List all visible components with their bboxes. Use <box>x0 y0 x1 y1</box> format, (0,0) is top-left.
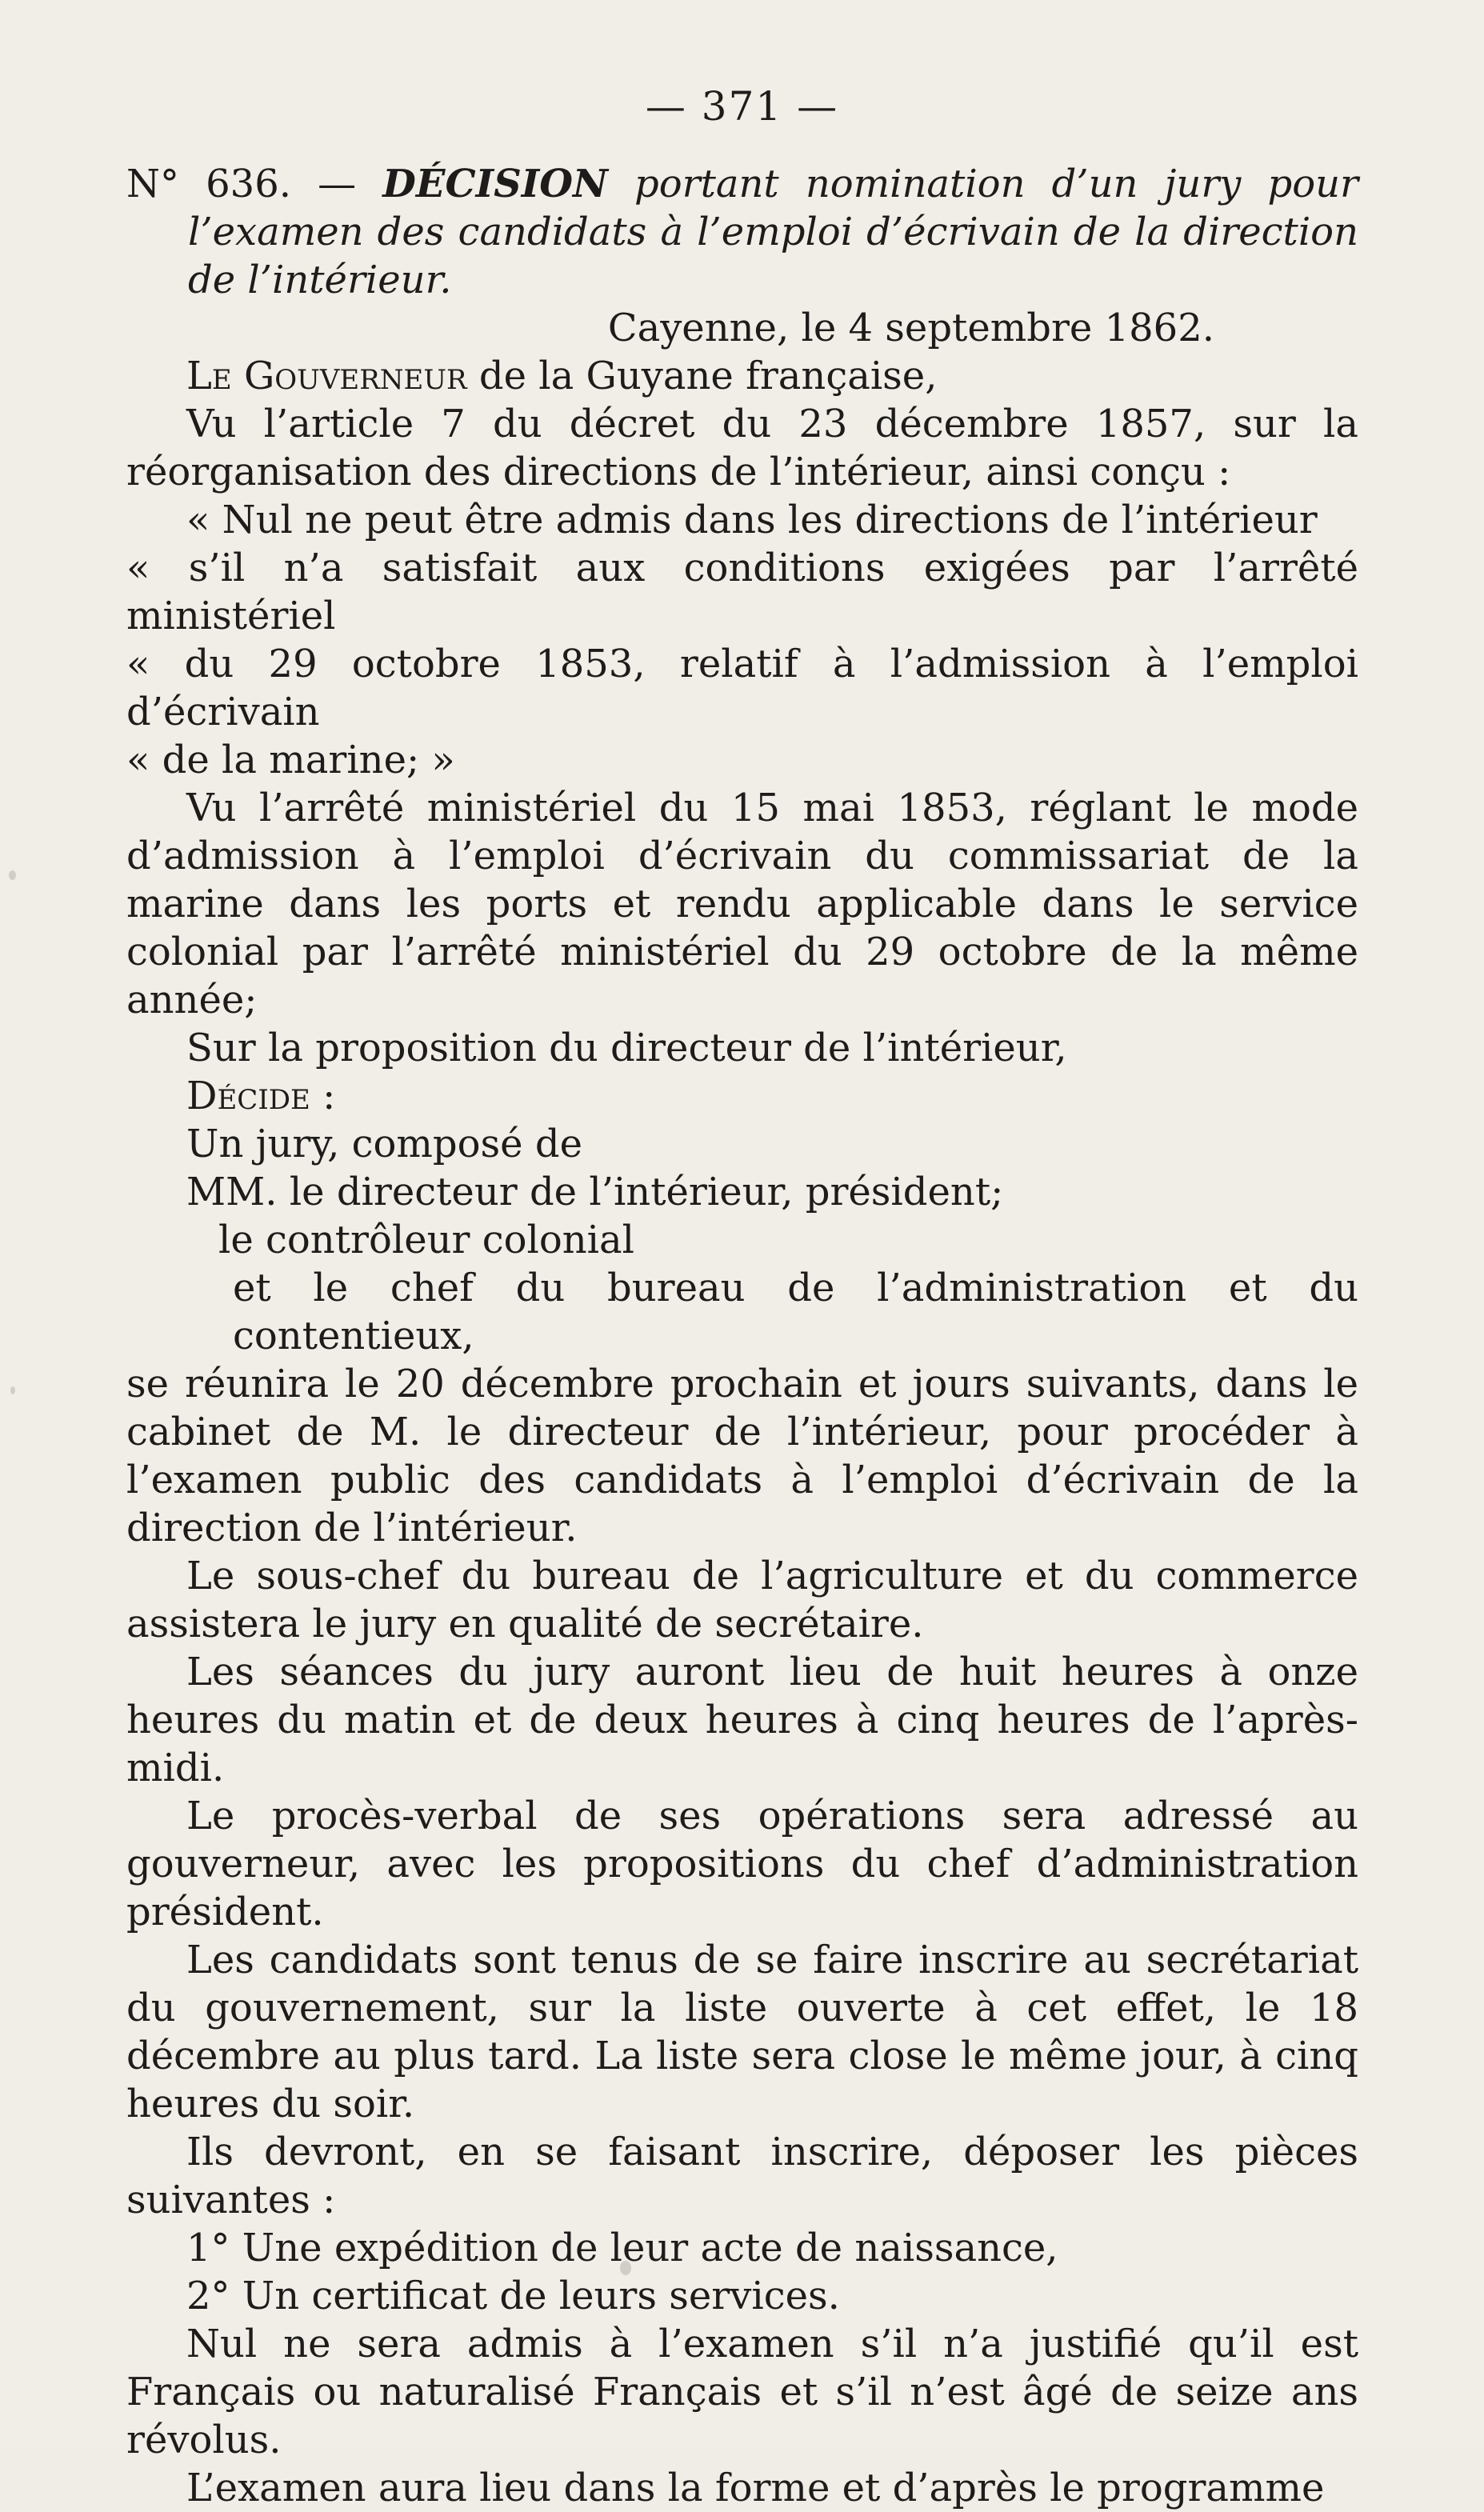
secretary-paragraph: Le sous-chef du bureau de l’agriculture et du commerce assistera le jury en qualité de secrétaire. <box>126 1554 1358 1646</box>
decision-heading <box>126 160 1358 304</box>
jury-continuation: se réunira le 20 décembre prochain et jours suivants, dans le cabinet de M. le directeur de l’intérieur, pour procéder à l’examen public des candidats à l’emploi d’écrivain de la direction de l’intérieur. <box>126 1362 1358 1550</box>
quote-line: « de la marine; » <box>126 738 455 782</box>
page-body <box>126 160 1358 2512</box>
jury-intro: Un jury, composé de <box>186 1122 582 1166</box>
registration-paragraph: Les candidats sont tenus de se faire inscrire au secrétariat du gouvernement, sur la liste ouverte à cet effet, le 18 décembre au plus tard. La liste sera close le même jour, à cinq heures du soir. <box>126 1938 1358 2126</box>
jury-member: MM. le directeur de l’intérieur, président; <box>186 1170 1004 1214</box>
proces-verbal-paragraph: Le procès-verbal de ses opérations sera adressé au gouverneur, avec les propositions du chef d’administration président. <box>126 1794 1358 1934</box>
document-item: 2° Un certificat de leurs services. <box>186 2274 840 2318</box>
decision-title: DÉCISION <box>382 162 608 206</box>
page-number: — 371 — <box>645 83 839 130</box>
dateline: Cayenne, le 4 septembre 1862. <box>607 306 1214 350</box>
considerant-paragraph: Vu l’arrêté ministériel du 15 mai 1853, réglant le mode d’admission à l’emploi d’écrivain du commissariat de la marine dans les ports et rendu applicable dans le service colonial par l’arrêté ministériel du 29 octobre de la même année; <box>126 786 1358 1022</box>
quote-line: « s’il n’a satisfait aux conditions exigées par l’arrêté ministériel <box>126 546 1358 638</box>
jury-member: et le chef du bureau de l’administration et du contentieux, <box>233 1266 1358 1358</box>
paper-spot <box>10 1386 15 1394</box>
document-item: 1° Une expédition de leur acte de naissance, <box>186 2226 1058 2270</box>
paper-spot <box>9 870 16 880</box>
jury-member: le contrôleur colonial <box>218 1218 634 1262</box>
intro-paragraph <box>126 352 1358 400</box>
considerant-paragraph: Vu l’article 7 du décret du 23 décembre 1857, sur la réorganisation des directions de l’intérieur, ainsi conçu : <box>126 402 1358 494</box>
quote-line: « du 29 octobre 1853, relatif à l’admission à l’emploi d’écrivain <box>126 642 1358 734</box>
decide-heading: Décide : <box>186 1074 336 1118</box>
decision-number: N° 636. — <box>126 162 383 206</box>
documents-intro: Ils devront, en se faisant inscrire, déposer les pièces suivantes : <box>126 2130 1358 2222</box>
exam-form-paragraph: L’examen aura lieu dans la forme et d’après le programme <box>186 2466 1325 2510</box>
sessions-paragraph: Les séances du jury auront lieu de huit heures à onze heures du matin et de deux heures à cinq heures de l’après-midi. <box>126 1650 1358 1790</box>
quote-line: « Nul ne peut être admis dans les directions de l’intérieur <box>186 498 1318 542</box>
intro-rest: de la Guyane française, <box>466 354 938 398</box>
decision-description: portant nomination d’un jury pour l’examen des candidats à l’emploi d’écrivain de la direction de l’intérieur. <box>188 162 1358 302</box>
paper-spot <box>620 2261 631 2275</box>
governor-title: Le Gouverneur <box>186 354 467 398</box>
proposition-paragraph: Sur la proposition du directeur de l’intérieur, <box>186 1026 1067 1070</box>
eligibility-paragraph: Nul ne sera admis à l’examen s’il n’a justifié qu’il est Français ou naturalisé Français et s’il n’est âgé de seize ans révolus. <box>126 2322 1358 2462</box>
